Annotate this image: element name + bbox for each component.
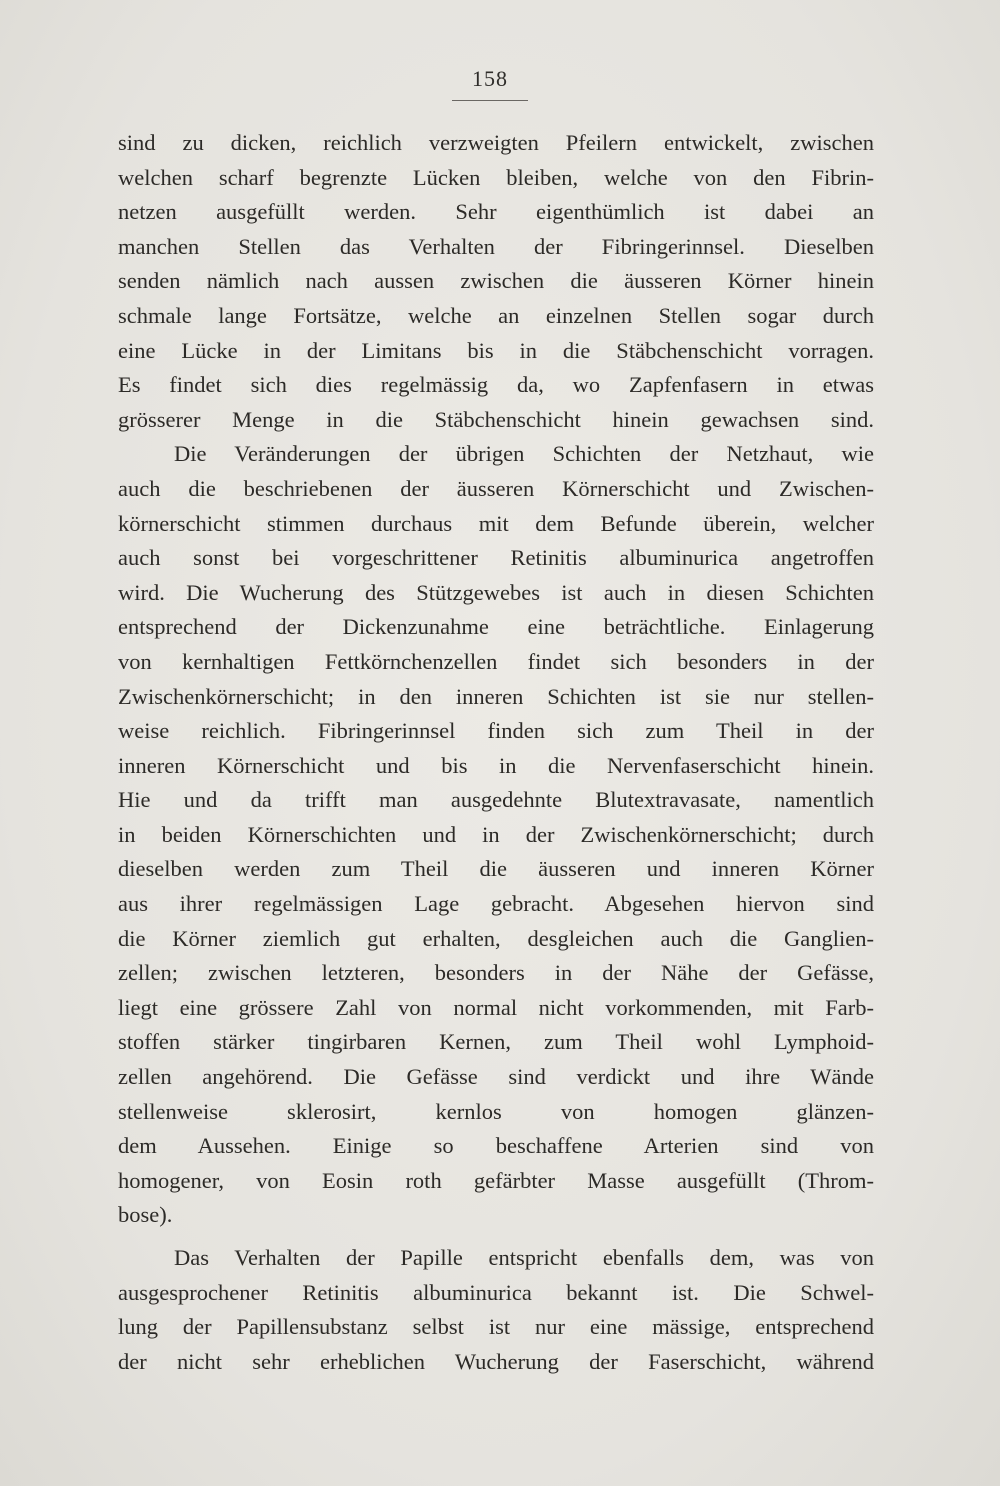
text-line: Das Verhalten der Papille entspricht ebenfalls dem, was von: [174, 1245, 874, 1270]
text-line: senden nämlich nach aussen zwischen die äusseren Körner hinein: [118, 268, 874, 294]
text-line: dieselben werden zum Theil die äusseren und inneren Körner: [118, 856, 874, 882]
text-line: homogener, von Eosin roth gefärbter Masse ausgefüllt (Throm-: [118, 1167, 874, 1193]
text-line: Die Veränderungen der übrigen Schichten der Netzhaut, wie: [174, 441, 874, 467]
text-line: liegt eine grössere Zahl von normal nicht vorkommenden, mit Farb-: [118, 994, 874, 1020]
text-line: eine Lücke in der Limitans bis in die Stäbchenschicht vorragen.: [118, 337, 874, 363]
paragraph-1: [118, 126, 874, 437]
text-line: entsprechend der Dickenzunahme eine beträchtliche. Einlagerung: [118, 614, 874, 640]
text-line: Hie und da trifft man ausgedehnte Blutextravasate, namentlich: [118, 787, 874, 813]
text-line: in beiden Körnerschichten und in der Zwischenkörnerschicht; durch: [118, 821, 874, 847]
paragraph-3: [118, 1241, 874, 1379]
text-line: bose).: [118, 1202, 173, 1228]
text-line: netzen ausgefüllt werden. Sehr eigenthümlich ist dabei an: [118, 199, 874, 225]
text-line: grösserer Menge in die Stäbchenschicht hinein gewachsen sind.: [118, 406, 874, 432]
page-number-rule: [452, 100, 528, 101]
text-line: wird. Die Wucherung des Stützgewebes ist auch in diesen Schichten: [118, 579, 874, 605]
text-line: körnerschicht stimmen durchaus mit dem Befunde überein, welcher: [118, 510, 874, 536]
text-line: die Körner ziemlich gut erhalten, desgleichen auch die Ganglien-: [118, 925, 874, 951]
paragraph-2: [118, 437, 874, 1233]
text-line: lung der Papillensubstanz selbst ist nur eine mässige, entsprechend: [118, 1314, 874, 1340]
text-line: weise reichlich. Fibringerinnsel finden sich zum Theil in der: [118, 718, 874, 744]
text-line: sind zu dicken, reichlich verzweigten Pfeilern entwickelt, zwischen: [118, 130, 874, 155]
text-line: aus ihrer regelmässigen Lage gebracht. Abgesehen hiervon sind: [118, 891, 874, 917]
text-line: Es findet sich dies regelmässig da, wo Zapfenfasern in etwas: [118, 372, 874, 398]
text-line: Zwischenkörnerschicht; in den inneren Schichten ist sie nur stellen-: [118, 683, 874, 709]
page-number: 158: [472, 66, 508, 91]
text-line: dem Aussehen. Einige so beschaffene Arterien sind von: [118, 1133, 874, 1159]
text-line: zellen angehörend. Die Gefässe sind verdickt und ihre Wände: [118, 1064, 874, 1090]
text-line: der nicht sehr erheblichen Wucherung der Faserschicht, während: [118, 1348, 874, 1374]
text-line: auch die beschriebenen der äusseren Körnerschicht und Zwischen-: [118, 475, 874, 501]
text-line: auch sonst bei vorgeschrittener Retinitis albuminurica angetroffen: [118, 545, 874, 571]
text-line: stellenweise sklerosirt, kernlos von homogen glänzen-: [118, 1098, 874, 1124]
text-line: stoffen stärker tingirbaren Kernen, zum Theil wohl Lymphoid-: [118, 1029, 874, 1055]
text-line: zellen; zwischen letzteren, besonders in der Nähe der Gefässe,: [118, 960, 874, 986]
text-line: ausgesprochener Retinitis albuminurica bekannt ist. Die Schwel-: [118, 1279, 874, 1305]
text-line: inneren Körnerschicht und bis in die Nervenfaserschicht hinein.: [118, 752, 874, 778]
text-line: welchen scharf begrenzte Lücken bleiben, welche von den Fibrin-: [118, 164, 874, 190]
text-line: schmale lange Fortsätze, welche an einzelnen Stellen sogar durch: [118, 302, 874, 328]
text-line: von kernhaltigen Fettkörnchenzellen findet sich besonders in der: [118, 648, 874, 674]
body-text: [118, 126, 874, 1379]
paragraph-spacer: [118, 1233, 874, 1241]
text-line: manchen Stellen das Verhalten der Fibringerinnsel. Dieselben: [118, 233, 874, 259]
